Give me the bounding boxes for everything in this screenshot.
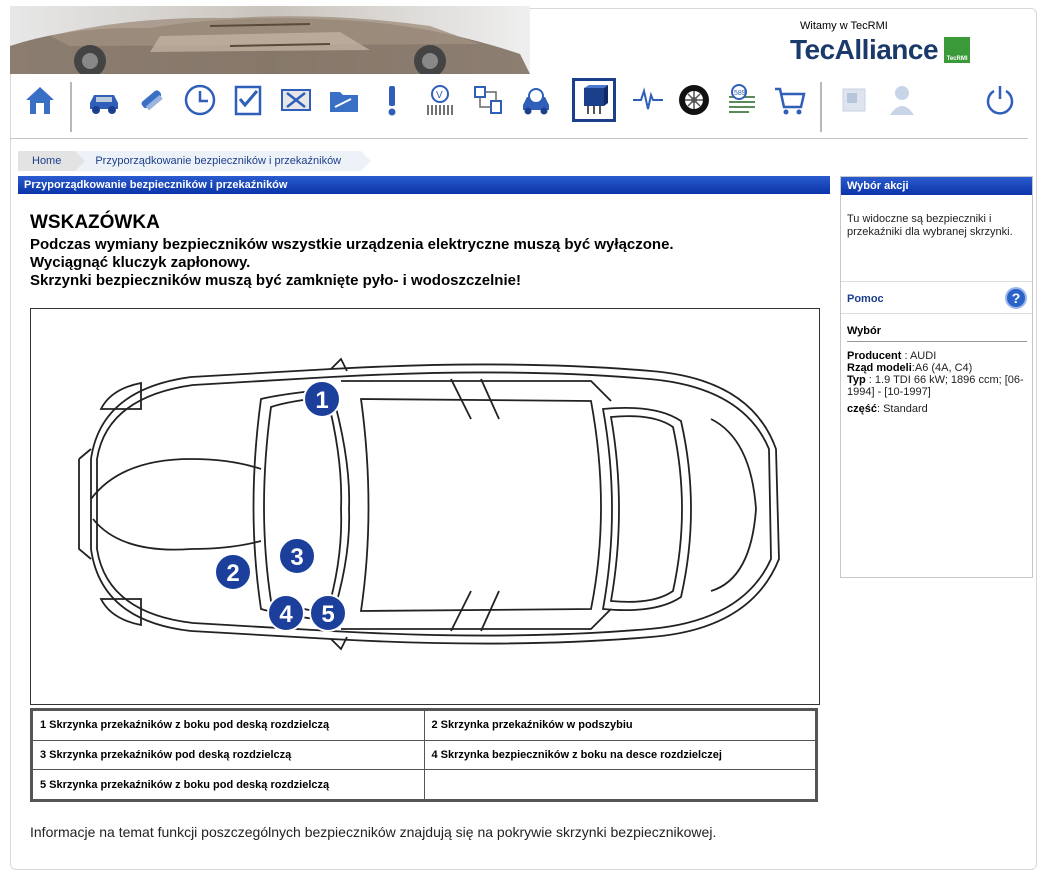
part-info: część: Standard bbox=[847, 403, 928, 415]
clock-icon[interactable] bbox=[180, 80, 220, 120]
car-diagram bbox=[30, 308, 820, 705]
logo-badge: TecRMI bbox=[946, 56, 968, 62]
hint-line: Wyciągnąć kluczyk zapłonowy. bbox=[30, 254, 251, 271]
help-icon[interactable]: ? bbox=[1005, 287, 1027, 309]
svg-text:4: 4 bbox=[279, 601, 293, 628]
producer-info: Producent : AUDI bbox=[847, 350, 937, 362]
legend-item[interactable]: 5 Skrzynka przekaźników z boku pod deską rozdzielczą bbox=[33, 770, 425, 800]
selection-divider bbox=[847, 341, 1027, 342]
tyre-icon[interactable] bbox=[674, 80, 714, 120]
type-info: Typ : 1.9 TDI 66 kW; 1896 ccm; [06-1994] - [10-1997] bbox=[847, 374, 1024, 398]
legend-item[interactable]: 1 Skrzynka przekaźników z boku pod deską rozdzielczą bbox=[33, 711, 425, 741]
legend-item[interactable]: 3 Skrzynka przekaźników pod deską rozdzielczą bbox=[33, 740, 425, 770]
car-outline-icon bbox=[31, 309, 819, 704]
toolbar-separator bbox=[820, 82, 822, 132]
selection-title: Wybór bbox=[847, 325, 882, 337]
checklist-icon[interactable] bbox=[228, 80, 268, 120]
cart-icon[interactable] bbox=[770, 80, 810, 120]
main-toolbar bbox=[10, 78, 1020, 134]
warning-icon[interactable] bbox=[372, 80, 412, 120]
fuse-relay-icon[interactable] bbox=[572, 78, 616, 122]
folder-icon[interactable] bbox=[324, 80, 364, 120]
diagnostics-icon[interactable] bbox=[516, 80, 556, 120]
header-banner bbox=[10, 6, 530, 74]
sidebar-description: Tu widoczne są bezpieczniki i przekaźniki dla wybranej skrzynki. bbox=[847, 213, 1013, 238]
marker-5[interactable] bbox=[310, 595, 346, 631]
svg-text:589: 589 bbox=[734, 90, 746, 97]
fuse-box-markers bbox=[215, 381, 346, 631]
car-icon[interactable] bbox=[84, 80, 124, 120]
sidebar-divider bbox=[841, 313, 1032, 314]
marker-3[interactable] bbox=[279, 538, 315, 574]
action-sidebar bbox=[840, 176, 1033, 578]
codes-icon[interactable] bbox=[722, 80, 762, 120]
welcome-text: Witamy w TecRMI bbox=[800, 20, 888, 32]
sidebar-title: Wybór akcji bbox=[841, 177, 1032, 195]
header-divider bbox=[10, 138, 1028, 139]
marker-1[interactable] bbox=[304, 381, 340, 417]
marker-4[interactable] bbox=[268, 595, 304, 631]
legend-item[interactable]: 2 Skrzynka przekaźników w podszybiu bbox=[424, 711, 816, 741]
legend-item-empty bbox=[424, 770, 816, 800]
legend-item[interactable]: 4 Skrzynka bezpieczników z boku na desce rozdzielczej bbox=[424, 740, 816, 770]
logo-text: TecAlliance bbox=[790, 34, 939, 65]
voltage-icon[interactable] bbox=[420, 80, 460, 120]
car-banner-icon bbox=[10, 6, 530, 74]
manual-icon[interactable] bbox=[276, 80, 316, 120]
hint-line: Podczas wymiany bezpieczników wszystkie urządzenia elektryczne muszą być wyłączone. bbox=[30, 236, 674, 253]
marker-2[interactable] bbox=[215, 554, 251, 590]
sidebar-divider bbox=[841, 281, 1032, 282]
power-icon[interactable] bbox=[980, 80, 1020, 120]
logo-square-icon bbox=[944, 37, 970, 63]
svg-text:2: 2 bbox=[226, 560, 240, 587]
main-panel-title: Przyporządkowanie bezpieczników i przekaźników bbox=[18, 176, 830, 194]
help-link[interactable]: Pomoc bbox=[847, 293, 884, 305]
print-icon bbox=[834, 80, 874, 120]
footnote: Informacje na temat funkcji poszczególnych bezpieczników znajdują się na pokrywie skrzynki bezpiecznikowej. bbox=[30, 824, 717, 840]
home-icon[interactable] bbox=[20, 80, 60, 120]
breadcrumb-home[interactable]: Home bbox=[18, 151, 75, 171]
signal-icon[interactable] bbox=[628, 80, 668, 120]
model-info: Rząd modeli:A6 (4A, C4) bbox=[847, 362, 973, 374]
fuse-box-legend bbox=[30, 708, 818, 802]
hint-title: WSKAZÓWKA bbox=[30, 212, 160, 233]
hint-line: Skrzynki bezpieczników muszą być zamknięte pyło- i wodoszczelnie! bbox=[30, 272, 521, 289]
toolbar-separator bbox=[70, 82, 72, 132]
breadcrumb bbox=[18, 151, 361, 171]
user-icon bbox=[882, 80, 922, 120]
svg-text:1: 1 bbox=[315, 387, 329, 414]
breadcrumb-current: Przyporządkowanie bezpieczników i przekaźników bbox=[75, 151, 361, 171]
svg-text:V: V bbox=[436, 90, 443, 101]
svg-text:3: 3 bbox=[290, 544, 304, 571]
tools-icon[interactable] bbox=[132, 80, 172, 120]
wiring-icon[interactable] bbox=[468, 80, 508, 120]
svg-text:5: 5 bbox=[321, 601, 335, 628]
tecalliance-logo bbox=[790, 34, 970, 66]
